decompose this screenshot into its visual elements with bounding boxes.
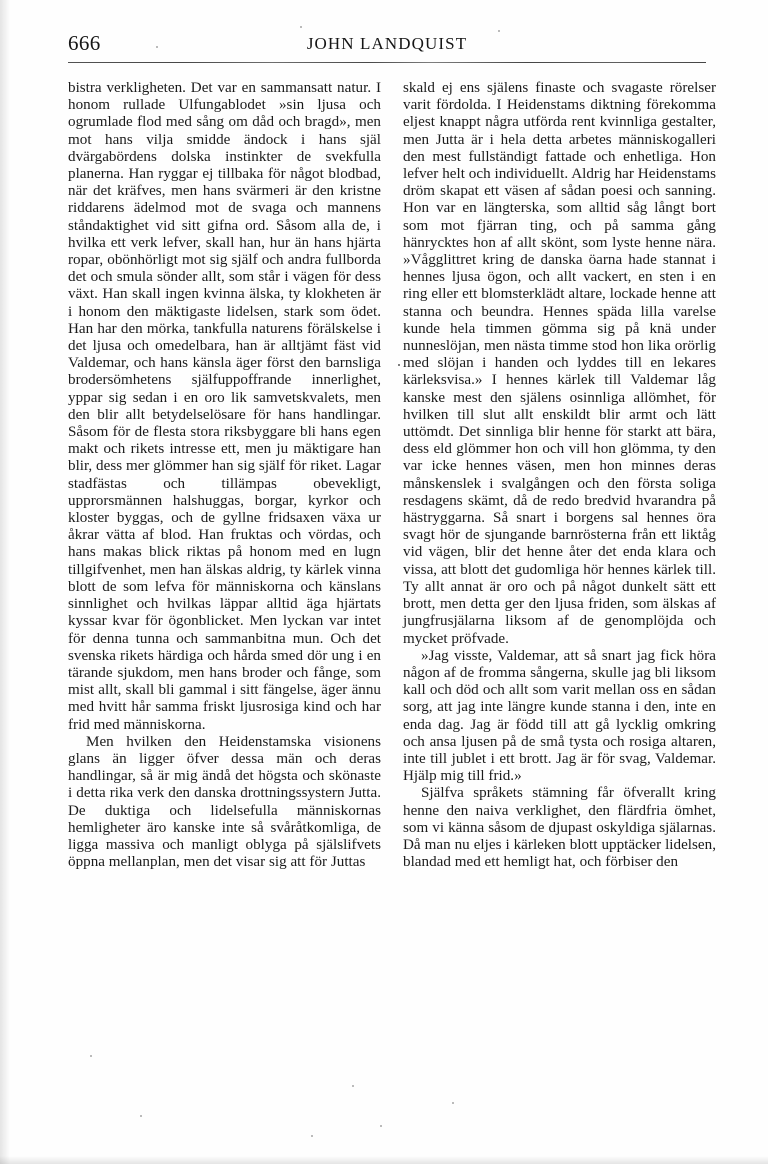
right-column	[403, 80, 716, 871]
page-edge-shadow	[0, 0, 10, 1164]
paragraph: skald ej ens själens finaste och svagaste rörelser varit fördolda. I Heidenstams diktning förekomma eljest knappt några utförda rent kvinnliga gestalter, men Jutta är i hela detta arbetes människogalleri den mest fullständigt fattade och enhetliga. Hon lefver helt och individuellt. Aldrig har Heidenstams dröm skapat ett väsen af sådan poesi och sanning. Hon var en längterska, som alltid såg långt bort som mot fjärran ting, och på samma gång hänrycktes hon af allt skönt, som lyste henne nära. »Vågglittret kring de danska öarna hade stannat i hennes ljusa ögon, och allt vackert, en sten i en ring eller ett blomsterklädt altare, lockade henne att stanna och beundra. Hennes späda lilla varelse kunde hela timmen gömma sig på knä under nunneslöjan, men nästa timme stod hon lika orörlig med slöjan i handen och lyddes till en lekares kärleksvisa.» I hennes kärlek till Valdemar låg kanske mest den själens osinnliga allömhet, för hvilken till slut allt enskildt blir armt och lätt uttömdt. Det sinnliga blir henne för starkt att bära, dess eld glömmer hon och vill hon glömma, ty den var icke hennes väsen, men hon minnes deras månskenslek i svalgången och den första soliga resdagens skämt, då de redo bredvid hvarandra på hästryggarna. Så snart i borgens sal hennes öra svagt hör de sjungande barnrösterna från ett liktåg vid vägen, blir det henne åter det enda klara och vissa, att blott det gudomliga hör hennes kärlek till. Ty allt annat är oro och på något dunkelt sätt ett brott, men detta ger den ljusa friden, som älskas af jungfrusjälarna liksom af de genomplöjda och mycket pröfvade.	[403, 80, 716, 647]
paragraph: Själfva språkets stämning får öfverallt kring henne den naiva verklighet, den flärdfria ömhet, som vi känna såsom de djupast oskyldiga själarnas. Då man nu eljes i kärleken blott upptäcker lidelsen, blandad med ett hemligt hat, och förbiser den	[403, 785, 716, 871]
header-rule	[68, 62, 706, 63]
page-header	[68, 30, 706, 64]
paragraph: bistra verkligheten. Det var en sammansatt natur. I honom rullade Ulfungablodet »sin ljusa och ogrumlade flod med sång om dåd och bragd», men mot hans vilja smidde ändock i hans själ dvärgabördens dolska instinkter de svekfulla planerna. Han ryggar ej tillbaka för något blodbad, när det kräfves, men hans svärmeri är den kristne riddarens ädelmod mot de svaga och mannens ståndaktighet vid sitt gifna ord. Såsom alla de, i hvilka ett verk lefver, skall han, hur än hans hjärta ropar, obönhörligt mot sig själf och andra fullborda det och smula sönder allt, som står i vägen för dess växt. Han skall ingen kvinna älska, ty klokheten är i honom den mäktigaste lidelsen, stark som ödet. Han har den mörka, tankfulla naturens förälskelse i det ljusa och omedelbara, han är alltjämt fäst vid Valdemar, och hans känsla äger först den barnsliga brodersömhetens själfuppoffrande innerlighet, yppar sig sedan i en oro lik samvetskvalets, men den blir allt betydelselösare för hans handlingar. Såsom för de flesta stora riksbyggare bli hans egen makt och rikets intresse ett, men ju mäktigare han blir, dess mer glömmer han sig själf för riket. Lagar stadfästas och tillämpas obevekligt, upprorsmännen halshuggas, borgar, kyrkor och kloster byggas, och de gyllne fridsaxen växa ur åkrar vätta af blod. Han fruktas och vördas, och hans makas blick riktas på honom med en lugn tillgifvenhet, men han älskas aldrig, ty kärlek vinna blott de som lefva för människorna och känslans sinnlighet och hvilkas läppar alltid äga hjärtats kyssar kvar för ögonblicket. Men lyckan var intet för denna tunna och sammanbitna mun. Och det svenska rikets härdiga och hårda smed dör ung i en tärande sjukdom, men hans broder och fånge, som mist allt, skall bli gammal i sitt fängelse, äger ännu med hvitt hår samma friskt ljusrosiga kind och har frid med människorna.	[68, 80, 381, 733]
paragraph: »Jag visste, Valdemar, att så snart jag fick höra någon af de fromma sångerna, skulle jag bli liksom kall och död och allt som varit mellan oss en sådan sorg, att jag inte längre kunde stanna i den, inte en enda dag. Jag är född till att gå lycklig omkring och ansa ljusen på de små tysta och rosiga altaren, inte till jublet i ett brott. Jag är för svag, Valdemar. Hjälp mig till frid.»	[403, 647, 716, 785]
scan-speck	[140, 1115, 142, 1117]
page-bottom-shadow	[0, 1156, 768, 1164]
scan-speck	[452, 1102, 454, 1104]
paragraph: Men hvilken den Heidenstamska visionens glans än ligger öfver dessa män och deras handlingar, så är mig ändå det högsta och skönaste i detta rika verk den danska drottningssystern Jutta. De duktiga och lidelsefulla människornas hemligheter äro kanske inte så svåråtkomliga, de ligga massiva och manligt oblyga på själslifvets öppna mellanplan, men det visar sig att för Juttas	[68, 733, 381, 871]
folio-number: 666	[68, 31, 101, 55]
text-body	[68, 80, 716, 871]
scan-speck	[380, 1125, 382, 1127]
scan-speck	[398, 364, 400, 366]
scan-speck	[352, 1085, 354, 1087]
left-column	[68, 80, 381, 871]
scan-speck	[311, 1135, 313, 1137]
scan-speck	[156, 46, 158, 48]
scan-speck	[300, 26, 302, 28]
scan-speck	[498, 30, 500, 32]
running-head: JOHN LANDQUIST	[306, 34, 468, 53]
scan-speck	[90, 1055, 92, 1057]
